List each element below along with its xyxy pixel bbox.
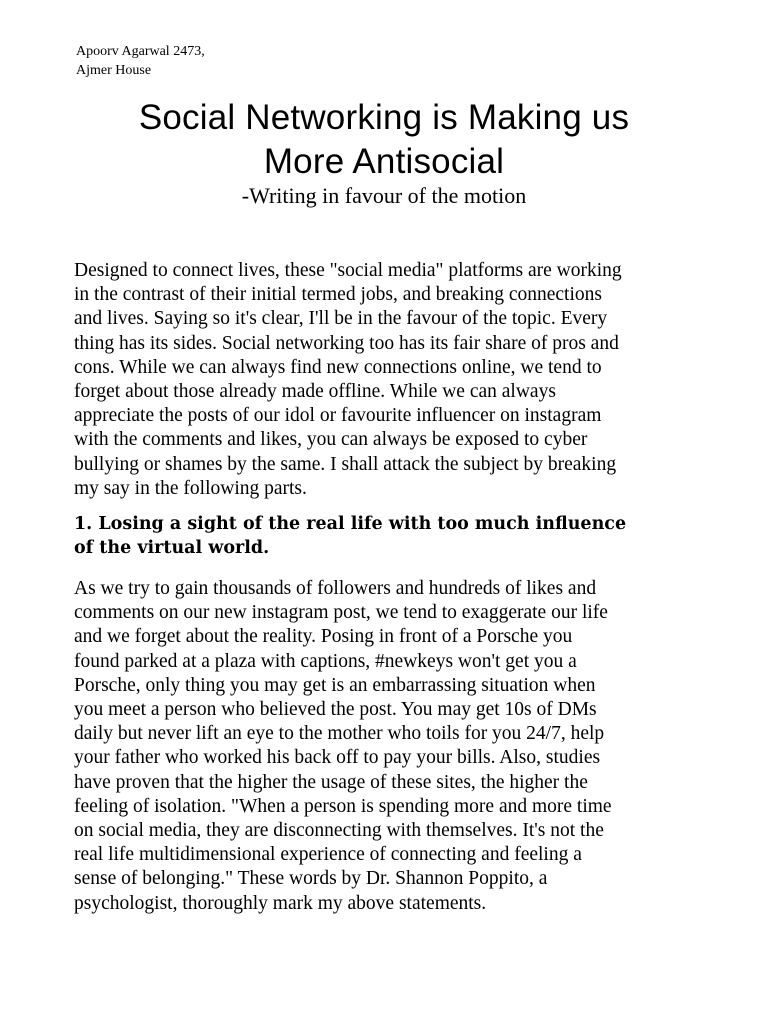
author-house-line: Ajmer House [76, 63, 152, 78]
paragraph-line: appreciate the posts of our idol or favourite influencer on instagram [74, 405, 602, 427]
author-name-line: Apoorv Agarwal 2473, [76, 44, 205, 59]
author-block [76, 42, 205, 80]
paragraph-line: with the comments and likes, you can always be exposed to cyber [74, 429, 588, 451]
paragraph-line: forget about those already made offline. While we can always [74, 381, 556, 403]
paragraph-line: and we forget about the reality. Posing in front of a Porsche you [74, 626, 573, 648]
paragraph-line: feeling of isolation. "When a person is spending more and more time [74, 795, 612, 817]
page-subtitle: -Writing in favour of the motion [241, 183, 527, 208]
paragraph-line: found parked at a plaza with captions, #newkeys won't get you a [74, 650, 577, 672]
paragraph-line: thing has its sides. Social networking too has its fair share of pros and [74, 332, 619, 354]
paragraph-line: cons. While we can always find new connections online, we tend to [74, 356, 602, 378]
paragraph-line: bullying or shames by the same. I shall attack the subject by breaking [74, 453, 617, 475]
paragraph-line: Porsche, only thing you may get is an embarrassing situation when [74, 674, 596, 696]
section-1-heading [74, 512, 714, 560]
paragraph-line: my say in the following parts. [74, 477, 307, 499]
paragraph-line: and lives. Saying so it's clear, I'll be in the favour of the topic. Every [74, 308, 608, 330]
paragraph-line: real life multidimensional experience of connecting and feeling a [74, 844, 582, 866]
paragraph-line: comments on our new instagram post, we tend to exaggerate our life [74, 602, 608, 624]
paragraph-line: Designed to connect lives, these "social media" platforms are working [74, 260, 622, 281]
paragraph-line: your father who worked his back off to pay your bills. Also, studies [74, 747, 601, 769]
paragraph-line: psychologist, thoroughly mark my above statements. [74, 892, 487, 914]
paragraph-line: daily but never lift an eye to the mother who toils for you 24/7, help [74, 723, 605, 745]
paragraph-line: sense of belonging." These words by Dr. Shannon Poppito, a [74, 868, 548, 890]
paragraph-line: As we try to gain thousands of followers and hundreds of likes and [74, 578, 597, 599]
heading-line: 1. Losing a sight of the real life with too much influence [74, 514, 627, 534]
paragraph-line: have proven that the higher the usage of these sites, the higher the [74, 771, 588, 793]
paragraph-line: in the contrast of their initial termed jobs, and breaking connections [74, 284, 602, 306]
paragraph-line: you meet a person who believed the post. You may get 10s of DMs [74, 699, 597, 721]
title-line: More Antisocial [263, 142, 505, 181]
paragraph-line: on social media, they are disconnecting with themselves. It's not the [74, 820, 604, 842]
page-title [40, 96, 728, 184]
title-line: Social Networking is Making us [138, 98, 630, 137]
section-1-paragraph [74, 577, 698, 916]
intro-paragraph [74, 259, 698, 501]
heading-line: of the virtual world. [74, 538, 270, 558]
